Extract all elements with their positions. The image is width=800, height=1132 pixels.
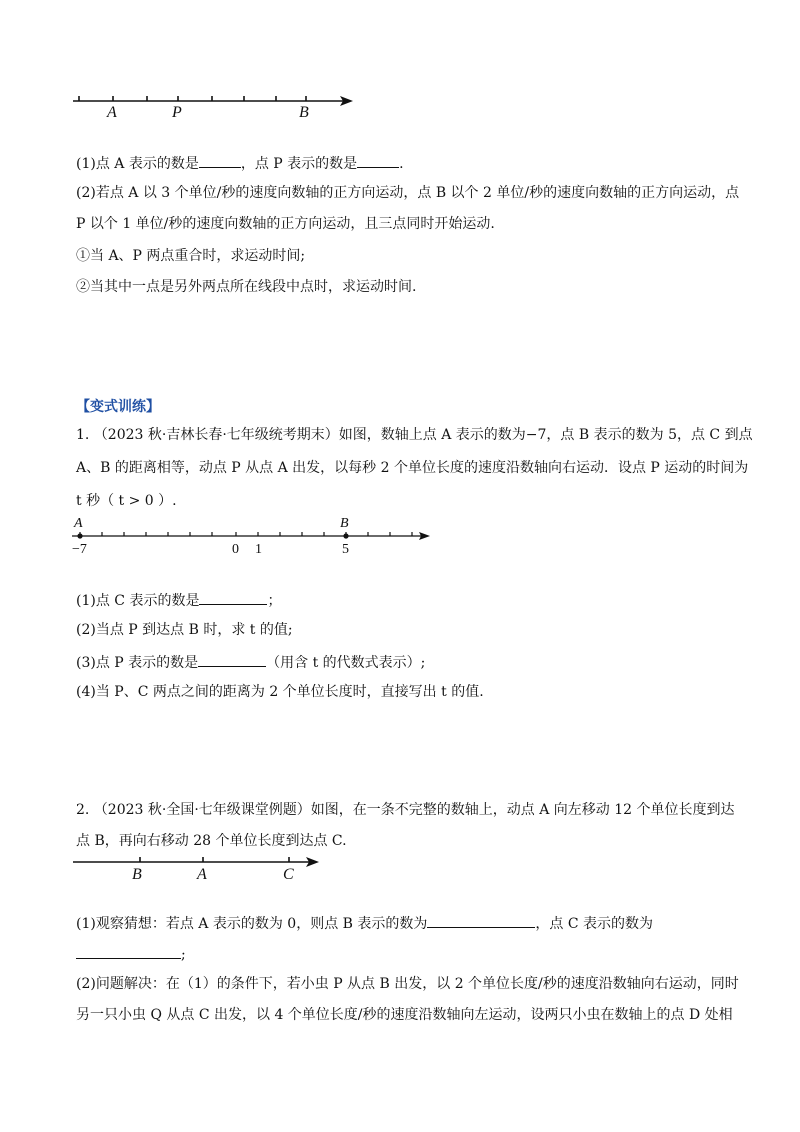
ex1-s3-a: (3)点 P 表示的数是 <box>76 655 199 671</box>
ex1-line2: A、B 的距离相等，动点 P 从点 A 出发，以每秒 2 个单位长度的速度沿数轴向右运动．设点 P 运动的时间为 <box>76 460 749 476</box>
axis3-label-c: C <box>283 866 294 883</box>
q1-line5: ②当其中一点是另外两点所在线段中点时，求运动时间. <box>76 279 417 295</box>
q1-line3: P 以个 1 单位/秒的速度向数轴的正方向运动，且三点同时开始运动. <box>76 216 495 232</box>
ex1-s3-b: （用含 t 的代数式表示）; <box>266 655 426 671</box>
axis3-label-b: B <box>132 866 142 883</box>
q1-l1-a: (1)点 A 表示的数是 <box>76 156 199 172</box>
axis2-label-b: B <box>340 516 349 531</box>
axis3-label-a: A <box>197 866 207 883</box>
q1-l1-b: ，点 P 表示的数是 <box>240 156 358 172</box>
ex2-blank-c[interactable] <box>76 944 181 959</box>
ex1-s1-b: ； <box>267 593 282 609</box>
ex2-blank-b[interactable] <box>427 913 535 928</box>
ex2-line1: 2. （2023 秋·全国·七年级课堂例题）如图，在一条不完整的数轴上，动点 A 向左移动 12 个单位长度到达 <box>76 802 735 818</box>
axis2-tick-0: 0 <box>232 542 239 557</box>
axis1-label-a: A <box>107 104 117 121</box>
ex2-sub2-line1: (2)问题解决：在（1）的条件下，若小虫 P 从点 B 出发，以 2 个单位长度/秒的速度沿数轴向右运动，同时 <box>76 976 739 992</box>
axis2-tick-neg7: −7 <box>72 542 87 557</box>
axis2-tick-5: 5 <box>342 542 349 557</box>
q1-line4: ①当 A、P 两点重合时，求运动时间; <box>76 248 306 264</box>
q1-line2: (2)若点 A 以 3 个单位/秒的速度向数轴的正方向运动，点 B 以个 2 单位/秒的速度向数轴的正方向运动，点 <box>76 185 740 201</box>
axis2-tick-1: 1 <box>255 542 262 557</box>
ex2-sub1-line2 <box>76 944 186 964</box>
ex2-s1-c: ; <box>181 947 186 963</box>
ex2-sub2-line2: 另一只小虫 Q 从点 C 出发，以 4 个单位长度/秒的速度沿数轴向左运动，设两只小虫在数轴上的点 D 处相 <box>76 1007 733 1023</box>
ex2-line2: 点 B，再向右移动 28 个单位长度到达点 C. <box>76 833 347 849</box>
ex2-s1-a: (1)观察猜想：若点 A 表示的数为 0，则点 B 表示的数为 <box>76 916 428 932</box>
ex1-line1: 1. （2023 秋·吉林长春·七年级统考期末）如图，数轴上点 A 表示的数为−7，点 B 表示的数为 5，点 C 到点 <box>76 427 753 443</box>
ex1-sub2: (2)当点 P 到达点 B 时，求 t 的值; <box>76 622 293 638</box>
ex1-s1-a: (1)点 C 表示的数是 <box>76 593 200 609</box>
ex1-sub4: (4)当 P、C 两点之间的距离为 2 个单位长度时，直接写出 t 的值. <box>76 684 484 700</box>
q1-l1-c: . <box>399 156 404 172</box>
axis1-label-p: P <box>172 104 182 121</box>
ex2-s1-b: ，点 C 表示的数为 <box>535 916 654 932</box>
section-heading: 【变式训练】 <box>76 399 160 415</box>
axis2-label-a: A <box>74 516 83 531</box>
axis1-label-b: B <box>299 104 309 121</box>
ex1-line3: t 秒（ t > 0 ）. <box>76 493 177 509</box>
ex2-sub1-line1 <box>76 913 653 933</box>
